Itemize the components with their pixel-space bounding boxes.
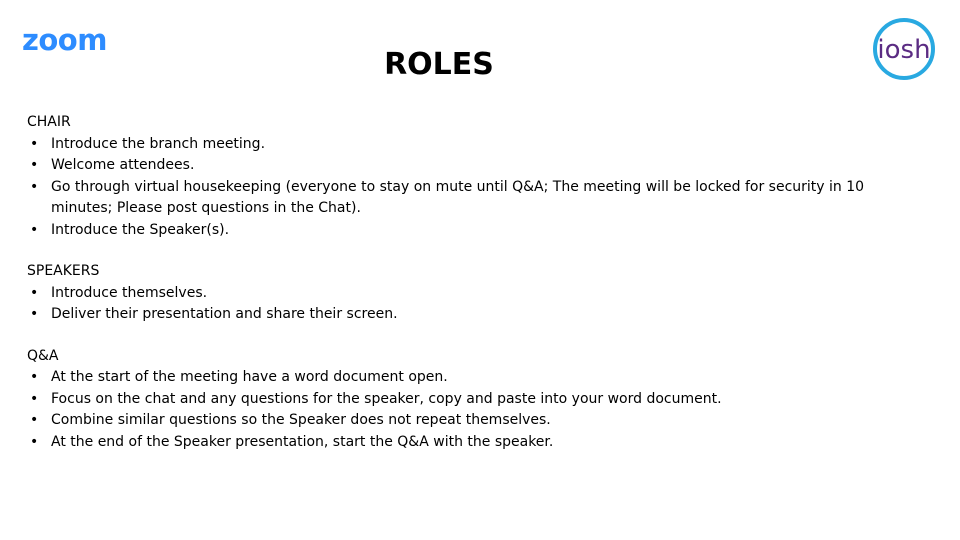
section-heading: CHAIR <box>27 114 71 130</box>
list-item: • Introduce the Speaker(s). <box>27 220 927 242</box>
section-qa <box>27 346 927 454</box>
roles-content <box>27 112 927 473</box>
list-item: • Go through virtual housekeeping (everyone to stay on mute until Q&A; The meeting will be locked for security in 10 minutes; Please post questions in the Chat). <box>27 177 927 220</box>
bullet-list <box>27 283 927 326</box>
section-chair <box>27 112 927 241</box>
section-heading: Q&A <box>27 347 59 364</box>
list-item: • Welcome attendees. <box>27 155 927 177</box>
zoom-logo: zoom <box>22 23 107 57</box>
page-title: ROLES <box>384 47 494 83</box>
svg-text:iosh: iosh <box>877 35 931 65</box>
iosh-logo <box>869 16 939 82</box>
list-item: • At the start of the meeting have a word document open. <box>27 367 927 389</box>
section-speakers <box>27 261 927 326</box>
bullet-list <box>27 134 927 242</box>
list-item: • Combine similar questions so the Speaker does not repeat themselves. <box>27 410 927 432</box>
list-item: • At the end of the Speaker presentation, start the Q&A with the speaker. <box>27 432 927 454</box>
bullet-list <box>27 367 927 453</box>
list-item: • Introduce themselves. <box>27 283 927 305</box>
list-item: • Focus on the chat and any questions for the speaker, copy and paste into your word document. <box>27 389 927 411</box>
list-item: • Introduce the branch meeting. <box>27 134 927 156</box>
list-item: • Deliver their presentation and share their screen. <box>27 304 927 326</box>
section-heading: SPEAKERS <box>27 263 100 279</box>
